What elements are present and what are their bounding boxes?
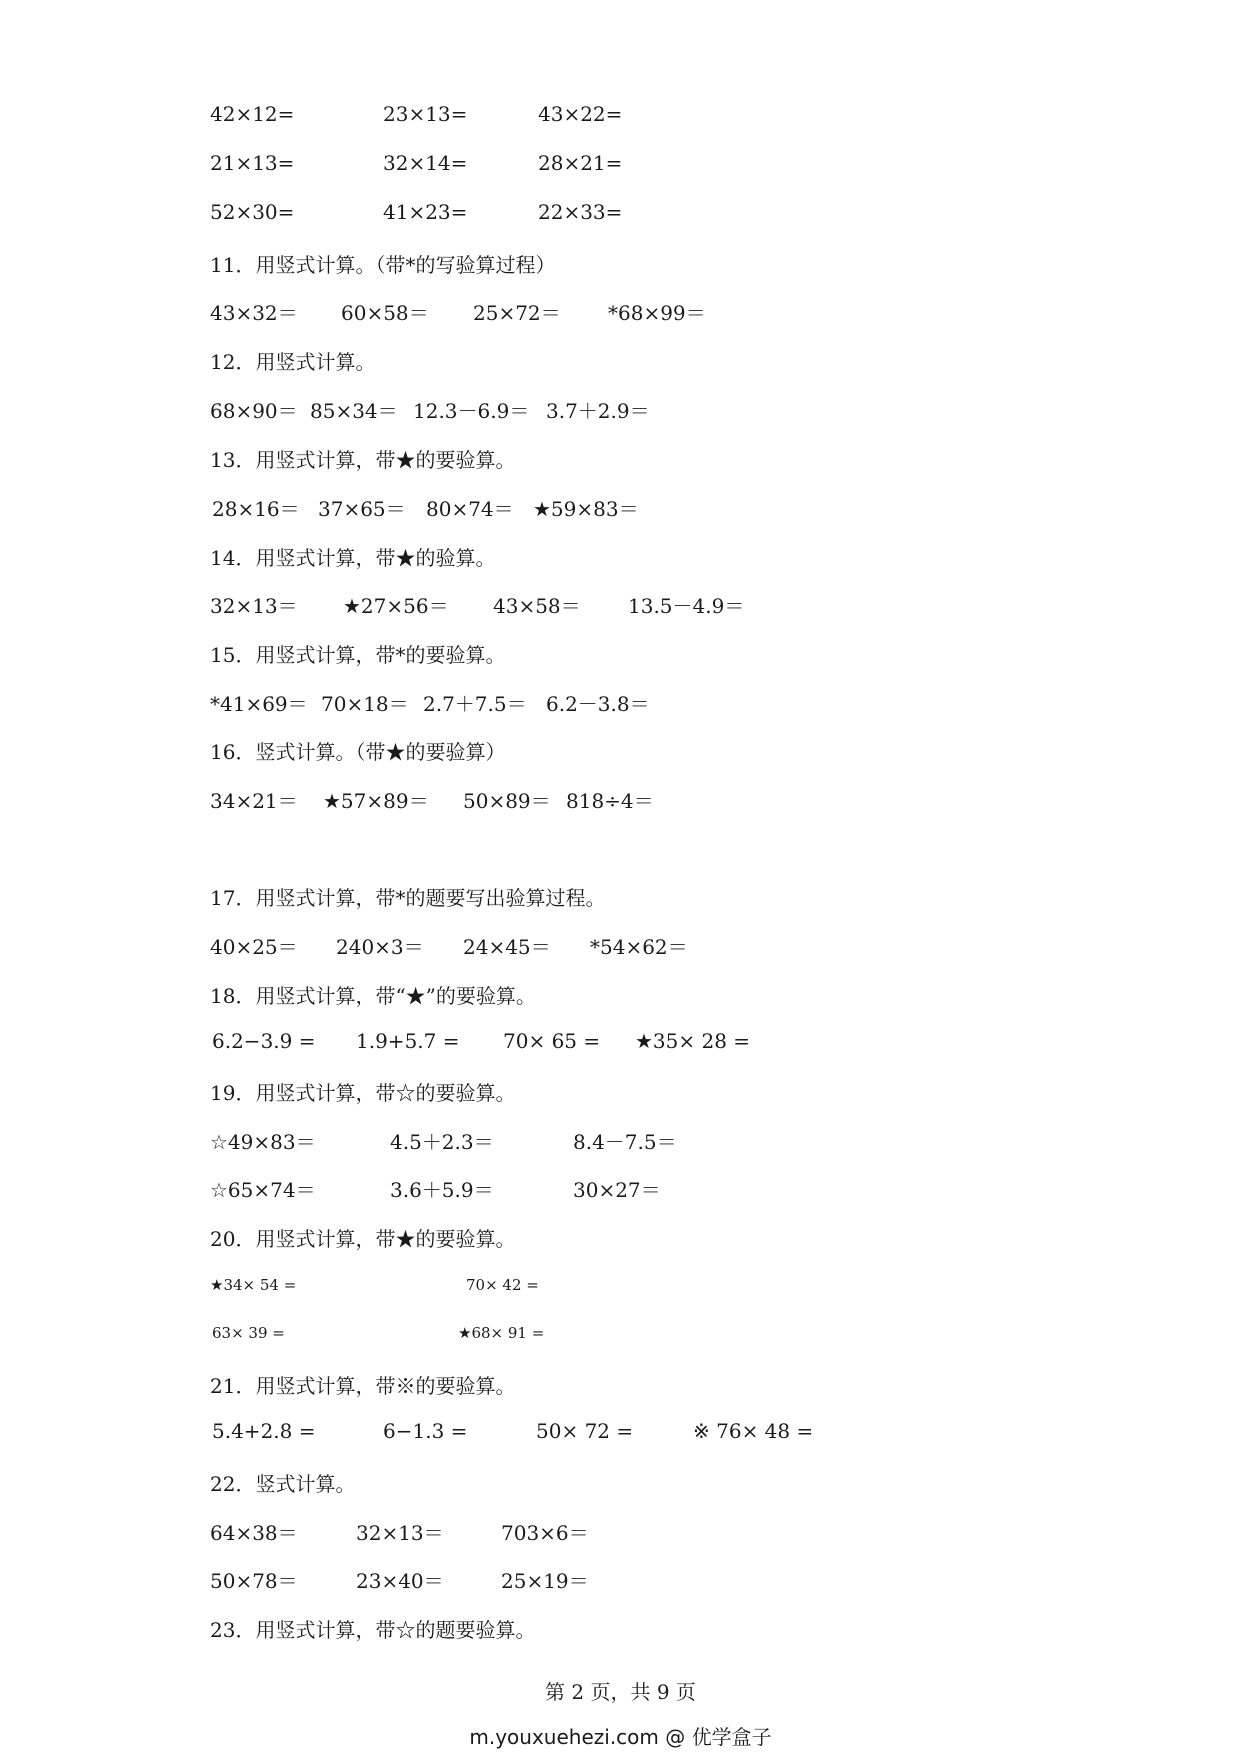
problem: 28×21= [538, 151, 623, 175]
problem: 80×74＝ [426, 497, 514, 521]
problem: 23×40＝ [356, 1569, 444, 1593]
problem-row [0, 151, 1241, 181]
problem: ★57×89＝ [323, 789, 429, 813]
problem: 34×21＝ [210, 789, 298, 813]
problem: 703×6＝ [501, 1521, 589, 1545]
problem: 3.6＋5.9＝ [390, 1178, 494, 1202]
problem: 70×18＝ [321, 692, 409, 716]
problem: 28×16＝ [212, 497, 300, 521]
problem-row [0, 1419, 1241, 1449]
question-19-title: 19．用竖式计算，带☆的要验算。 [210, 1081, 516, 1105]
problem: ★68× 91 = [458, 1324, 545, 1342]
problem-row [0, 1126, 1241, 1156]
question-12-title: 12．用竖式计算。 [210, 350, 376, 374]
problem-row [0, 200, 1241, 230]
problem: 63× 39 = [212, 1324, 285, 1342]
problem: 12.3－6.9＝ [413, 399, 530, 423]
problem-row [0, 1565, 1241, 1595]
problem-row [0, 102, 1241, 132]
problem-row [0, 493, 1241, 523]
question-14-title: 14．用竖式计算，带★的验算。 [210, 546, 496, 570]
problem: 50×78＝ [210, 1569, 298, 1593]
problem-row [0, 688, 1241, 718]
problem: 6.2－3.8＝ [546, 692, 650, 716]
problem: ★59×83＝ [533, 497, 639, 521]
problem: ★27×56＝ [343, 594, 449, 618]
problem: 41×23= [383, 200, 468, 224]
problem-row [0, 1029, 1241, 1059]
problem: 5.4+2.8 = [212, 1419, 316, 1443]
problem: 8.4－7.5＝ [573, 1130, 677, 1154]
problem: 70× 65 = [503, 1029, 601, 1053]
problem: 42×12= [210, 102, 295, 126]
problem: 40×25＝ [210, 935, 298, 959]
problem: 4.5＋2.3＝ [390, 1130, 494, 1154]
problem-row [0, 785, 1241, 815]
problem-row [0, 1174, 1241, 1204]
problem: 25×19＝ [501, 1569, 589, 1593]
problem-row [0, 297, 1241, 327]
problem: ※ 76× 48 = [693, 1419, 814, 1443]
problem: ☆65×74＝ [210, 1178, 316, 1202]
problem: 43×32＝ [210, 301, 298, 325]
question-21-title: 21．用竖式计算，带※的要验算。 [210, 1374, 516, 1398]
problem-row [0, 931, 1241, 961]
problem: 13.5－4.9＝ [628, 594, 745, 618]
question-15-title: 15．用竖式计算，带*的要验算。 [210, 643, 506, 667]
problem: *41×69＝ [210, 692, 308, 716]
question-18-title: 18．用竖式计算，带“★”的要验算。 [210, 984, 536, 1008]
problem: 32×14= [383, 151, 468, 175]
problem-row [0, 1324, 1241, 1354]
question-20-title: 20．用竖式计算，带★的要验算。 [210, 1227, 516, 1251]
problem-row [0, 590, 1241, 620]
problem: 43×58＝ [493, 594, 581, 618]
problem: 1.9+5.7 = [356, 1029, 460, 1053]
problem: 32×13＝ [210, 594, 298, 618]
problem: ★35× 28 = [635, 1029, 751, 1053]
problem: 240×3＝ [336, 935, 424, 959]
problem: 70× 42 = [466, 1276, 539, 1294]
problem: 23×13= [383, 102, 468, 126]
problem: 52×30= [210, 200, 295, 224]
question-17-title: 17．用竖式计算，带*的题要写出验算过程。 [210, 886, 606, 910]
problem: 24×45＝ [463, 935, 551, 959]
question-22-title: 22．竖式计算。 [210, 1472, 356, 1496]
problem: 68×90＝ [210, 399, 298, 423]
problem: 37×65＝ [318, 497, 406, 521]
problem: 50×89＝ [463, 789, 551, 813]
problem: ★34× 54 = [210, 1276, 297, 1294]
problem: 818÷4＝ [566, 789, 654, 813]
problem: 22×33= [538, 200, 623, 224]
problem: 21×13= [210, 151, 295, 175]
problem: *54×62＝ [590, 935, 688, 959]
question-16-title: 16．竖式计算。（带★的要验算） [210, 740, 506, 764]
question-11-title: 11．用竖式计算。（带*的写验算过程） [210, 253, 556, 277]
site-watermark: m.youxuehezi.com @ 优学盒子 [469, 1725, 772, 1749]
problem: 85×34＝ [310, 399, 398, 423]
question-23-title: 23．用竖式计算，带☆的题要验算。 [210, 1618, 536, 1642]
problem-row [0, 395, 1241, 425]
problem: 25×72＝ [473, 301, 561, 325]
problem: 2.7＋7.5＝ [423, 692, 527, 716]
problem-row [0, 1276, 1241, 1306]
problem: ☆49×83＝ [210, 1130, 316, 1154]
question-13-title: 13．用竖式计算，带★的要验算。 [210, 448, 516, 472]
problem: 43×22= [538, 102, 623, 126]
problem: 6.2−3.9 = [212, 1029, 316, 1053]
problem: 60×58＝ [341, 301, 429, 325]
problem: *68×99＝ [608, 301, 706, 325]
page-number: 第 2 页，共 9 页 [545, 1680, 696, 1704]
problem: 50× 72 = [536, 1419, 634, 1443]
problem: 64×38＝ [210, 1521, 298, 1545]
problem-row [0, 1517, 1241, 1547]
problem: 32×13＝ [356, 1521, 444, 1545]
problem: 6−1.3 = [383, 1419, 468, 1443]
problem: 30×27＝ [573, 1178, 661, 1202]
problem: 3.7＋2.9＝ [546, 399, 650, 423]
